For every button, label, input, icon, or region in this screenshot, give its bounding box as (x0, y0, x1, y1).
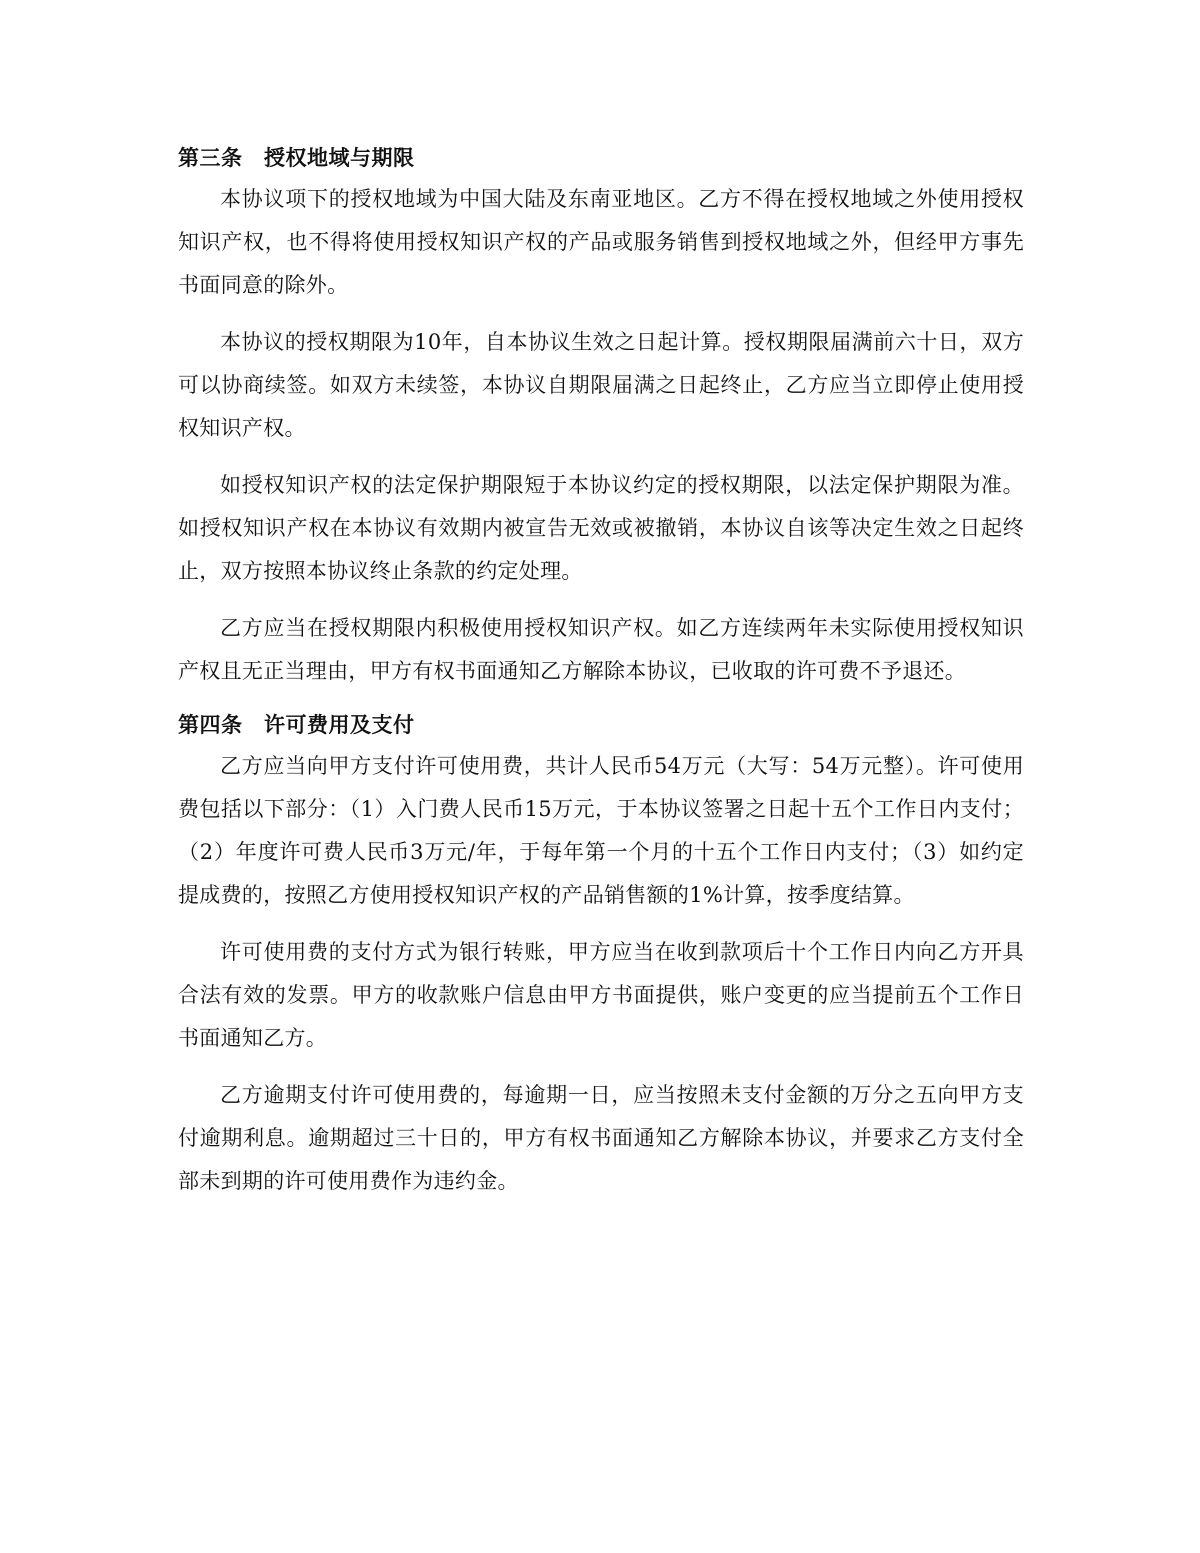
article-4 (178, 707, 1024, 1203)
article-4-heading: 第四条 许可费用及支付 (178, 713, 415, 737)
article-4-paragraph-3: 乙方逾期支付许可使用费的，每逾期一日，应当按照未支付金额的万分之五向甲方支付逾期利息。逾期超过三十日的，甲方有权书面通知乙方解除本协议，并要求乙方支付全部未到期的许可使用费作为违约金。 (178, 1083, 1024, 1193)
article-3 (178, 140, 1024, 693)
article-3-heading: 第三条 授权地域与期限 (178, 146, 415, 170)
article-3-paragraph-1: 本协议项下的授权地域为中国大陆及东南亚地区。乙方不得在授权地域之外使用授权知识产权，也不得将使用授权知识产权的产品或服务销售到授权地域之外，但经甲方事先书面同意的除外。 (178, 187, 1024, 297)
article-4-paragraph-1: 乙方应当向甲方支付许可使用费，共计人民币54万元（大写：54万元整）。许可使用费包括以下部分：（1）入门费人民币15万元，于本协议签署之日起十五个工作日内支付；（2）年度许可费人民币3万元/年，于每年第一个月的十五个工作日内支付；（3）如约定提成费的，按照乙方使用授权知识产权的产品销售额的1%计算，按季度结算。 (178, 754, 1024, 907)
article-3-paragraph-4: 乙方应当在授权期限内积极使用授权知识产权。如乙方连续两年未实际使用授权知识产权且无正当理由，甲方有权书面通知乙方解除本协议，已收取的许可费不予退还。 (178, 616, 1024, 683)
article-3-paragraph-3: 如授权知识产权的法定保护期限短于本协议约定的授权期限，以法定保护期限为准。如授权知识产权在本协议有效期内被宣告无效或被撤销，本协议自该等决定生效之日起终止，双方按照本协议终止条款的约定处理。 (178, 473, 1024, 583)
article-3-paragraph-2: 本协议的授权期限为10年，自本协议生效之日起计算。授权期限届满前六十日，双方可以协商续签。如双方未续签，本协议自期限届满之日起终止，乙方应当立即停止使用授权知识产权。 (178, 330, 1024, 440)
article-4-paragraph-2: 许可使用费的支付方式为银行转账，甲方应当在收到款项后十个工作日内向乙方开具合法有效的发票。甲方的收款账户信息由甲方书面提供，账户变更的应当提前五个工作日书面通知乙方。 (178, 940, 1024, 1050)
document-page (178, 140, 1024, 1203)
